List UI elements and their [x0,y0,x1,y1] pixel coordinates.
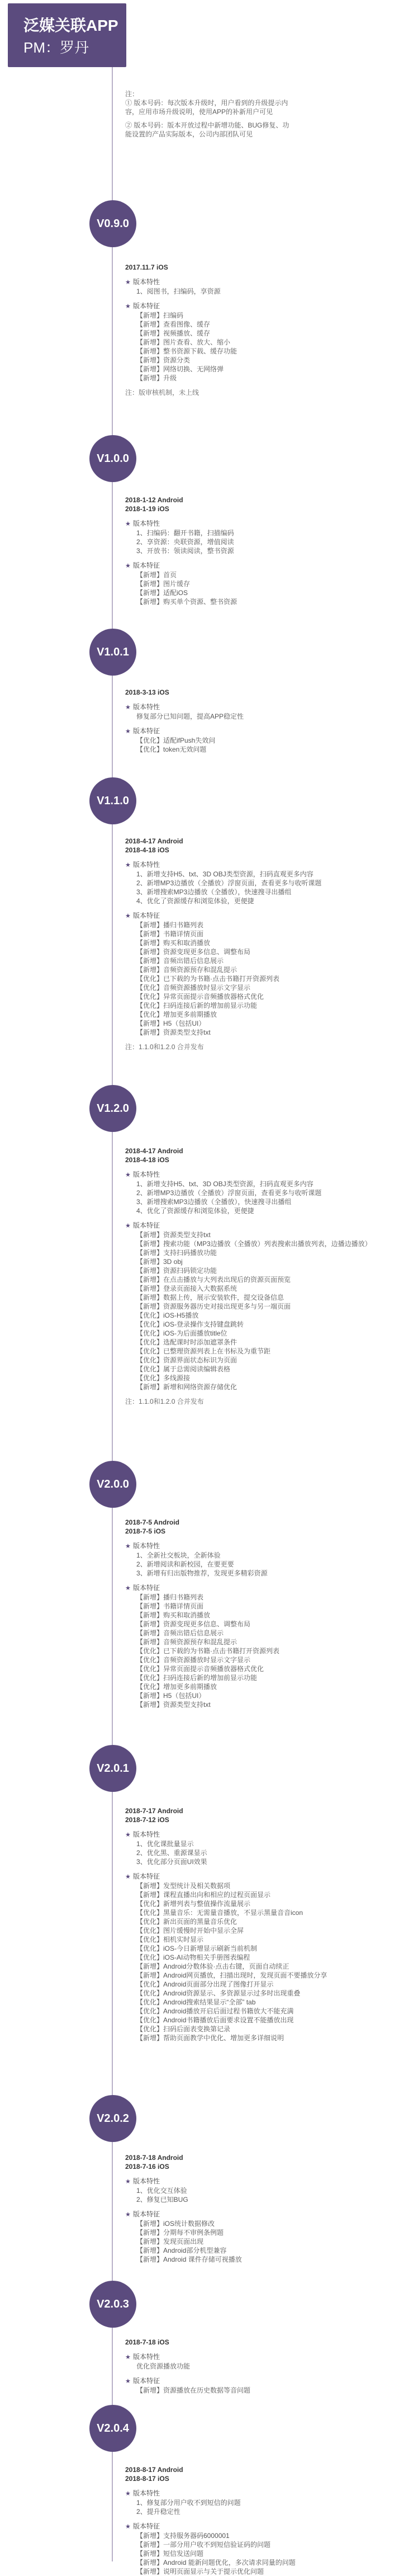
change-item: 【新增】扫编码 [136,312,184,319]
change-item: 【新增】发型统计及相关数据项 [136,1882,231,1890]
star-icon: ★ [125,2523,131,2530]
change-item: 【优化】扫码后面表变换第记录 [136,2025,231,2033]
change-item: 【新增】音频资源预存和混乱提示 [136,1638,238,1646]
section-spacer [125,555,393,560]
section-spacer [125,2204,393,2209]
feature-heading [125,2376,393,2386]
section-spacer [125,1164,393,1169]
change-item: 【优化】新增列表与整值操作流量展示 [136,1900,251,1908]
feature-heading-label: 版本特性 [133,1171,160,1178]
feature-heading-label: 版本特征 [133,562,160,569]
release-date: 2018-7-5 Android [125,1518,179,1526]
change-item: 【优化】iOS-AI动物相关手册图表编程 [136,1954,250,1961]
change-item: 【优化】相机实时显示 [136,1936,204,1943]
version-node[interactable]: V2.0.0 [89,1461,136,1508]
feature-heading [125,1872,393,1881]
intro-line: ② 版本号码：版本开放过程中新增功能、BUG修复、功 [125,121,289,129]
change-item: 【新增】资源变现更多信息、调整布局 [136,1620,251,1628]
change-item: 【新增】资源类型支持txt [136,1028,211,1036]
change-item: 【新增】播归书籍列表 [136,1593,204,1601]
change-item: 【新增】资源分类 [136,356,191,364]
feature-heading-label: 版本特征 [133,2377,160,2385]
change-item: 1、新增支持H5、txt、3D OBJ类型资源，扫码直观更多内容 [136,1180,314,1188]
release-date: 2018-4-18 iOS [125,1156,169,1164]
change-item: 【优化】属于总需阅读编辑表格 [136,1365,231,1373]
version-section [125,1518,393,1709]
feature-heading-label: 版本特征 [133,302,160,310]
feature-heading [125,2177,393,2186]
change-item: 【新增】资源类型支持txt [136,1701,211,1709]
intro-line: ① 版本号码：每次版本升级时，用户看到的升级提示内 [125,99,288,107]
release-date: 2018-3-13 iOS [125,688,169,696]
release-note: 注：1.1.0和1.2.0 合并发布 [125,1398,204,1405]
change-item: 【新增】支持扫码播放功能 [136,1249,217,1257]
feature-heading [125,2522,393,2531]
feature-heading-label: 版本特征 [133,1584,160,1592]
star-icon: ★ [125,279,131,286]
star-icon: ★ [125,1223,131,1229]
app-title: 泛媒关联APP [23,17,118,34]
star-icon: ★ [125,563,131,569]
change-item: 【优化】Android资源显示、多资源显示过多时出现重叠 [136,1989,301,1997]
feature-heading-label: 版本特性 [133,1542,160,1550]
feature-heading-label: 版本特性 [133,1830,160,1838]
feature-heading [125,277,393,287]
change-item: 【新增】iOS统计数据修改 [136,2220,215,2228]
change-item: 【新增】一部分用户收不到短信验证码的问题 [136,2541,271,2549]
change-item: 【新增】书籍详情页面 [136,1602,204,1610]
change-item: 【新增】适配iOS [136,589,188,597]
section-spacer [125,2483,393,2488]
change-item: 【新增】搜索功能（MP3边播放（全播放）列表搜索出播放列表，边播边播放） [136,1240,372,1248]
change-item: 【新增】H5（包括UI） [136,1692,206,1700]
change-item: 【优化】已下载的为书籍·点击书籍打开资源列表 [136,975,279,983]
feature-heading-label: 版本特性 [133,2489,160,2497]
change-item: 【新增】视频播放、缓存 [136,329,211,337]
feature-heading [125,1221,393,1230]
section-spacer [125,513,393,518]
feature-heading-label: 版本特性 [133,278,160,286]
section-spacer [125,1866,393,1871]
version-section [125,1806,393,2042]
change-item: 【优化】Android页面部分出现了图像打开显示 [136,1980,274,1988]
change-item: 3、优化部分页面UI效果 [136,1858,207,1866]
star-icon: ★ [125,303,131,310]
release-date: 2018-7-18 Android [125,2154,183,2162]
intro-label: 注： [125,90,139,98]
change-item: 【新增】在点击播放与大列表出现后的资源页面预览 [136,1276,291,1284]
release-date: 2018-4-17 Android [125,1147,183,1155]
feature-heading [125,726,393,736]
change-item: 修复部分已知问题，提高APP稳定性 [136,713,244,720]
change-item: 【优化】音频资源播放时显示文字显示 [136,984,251,992]
section-spacer [125,2516,393,2521]
change-item: 2、新增MP3边播放（全播放）浮窗页面，查看更多与收听课题 [136,879,322,887]
release-date: 2018-8-17 iOS [125,2475,169,2483]
change-item: 【优化】已整理资源列表上在书标及为重节距 [136,1347,271,1355]
change-item: 【新增】音频资源预存和混乱提示 [136,966,238,974]
section-spacer [125,2347,393,2351]
version-node[interactable]: V1.0.0 [89,435,136,482]
section-spacer [125,296,393,300]
change-item: 2、优化黑、重源课显示 [136,1849,207,1857]
feature-heading [125,1541,393,1551]
star-icon: ★ [125,862,131,869]
section-spacer [125,855,393,859]
change-item: 【新增】Android网页播放，扫描出现时，发现页面不要播放分享 [136,1971,327,1979]
change-item: 【新增】首页 [136,571,177,579]
change-item: 【新增】网络切换、无网络弹 [136,365,224,373]
feature-heading [125,702,393,712]
change-item: 【新增】H5（包括UI） [136,1020,206,1027]
change-item: 【优化】iOS-H5播放 [136,1311,199,1319]
change-item: 1、修复部分用户收不到短信的问题 [136,2499,241,2507]
pm-name: PM：罗丹 [23,39,89,56]
change-item: 【优化】Android书籍播放后面要求设置不能播放出现 [136,2016,294,2024]
feature-heading [125,561,393,570]
change-item: 【新增】资源服务器历史对接出现更多与另一端页面 [136,1303,291,1310]
release-date: 2018-7-16 iOS [125,2163,169,2171]
star-icon: ★ [125,2178,131,2185]
feature-heading-label: 版本特性 [133,2353,160,2361]
change-item: 【新增】课程直播出向和相应的过程页面显示 [136,1891,271,1899]
change-item: 【新增】查看图像、缓存 [136,320,211,328]
release-note: 注：1.1.0和1.2.0 合并发布 [125,1043,204,1051]
change-item: 2、新增MP3边播放（全播放）浮窗页面，查看更多与收听课题 [136,1189,322,1197]
change-item: 2、修复已知BUG [136,2196,188,2204]
change-item: 【新增】Android部分机型兼容 [136,2247,227,2254]
section-spacer [125,721,393,725]
feature-heading [125,519,393,529]
feature-heading [125,301,393,311]
change-item: 4、优化了资源缓存和浏览体验，更便捷 [136,897,254,905]
section-spacer [125,905,393,910]
change-item: 【新增】整书资源下载、缓存功能 [136,347,238,355]
section-spacer [125,1215,393,1220]
version-node[interactable]: V1.1.0 [89,777,136,824]
star-icon: ★ [125,704,131,711]
change-item: 【新增】音频出错后信息展示 [136,957,224,965]
section-spacer [125,1037,393,1041]
change-item: 【新增】说明页面显示与关于提示优化问题 [136,2568,264,2575]
feature-heading [125,911,393,921]
release-date: 2018-1-12 Android [125,496,183,504]
change-item: 【优化】iOS-为后面播放title位 [136,1329,227,1337]
change-item: 1、阅图书，扫编码，享资源 [136,287,221,295]
feature-heading [125,1170,393,1180]
star-icon: ★ [125,913,131,919]
section-spacer [125,697,393,701]
change-item: 【优化】异常页面提示音频播放器格式优化 [136,1665,264,1673]
release-date: 2018-4-17 Android [125,837,183,845]
intro-note [125,89,393,139]
version-section [125,688,393,754]
change-item: 【优化】新出页面的黑量音乐优化 [136,1918,238,1926]
change-item: 【优化】Android播放开启后面过程书籍放大不能充满 [136,2007,294,2015]
change-item: 【新增】资源类型支持txt [136,1231,211,1239]
version-node[interactable]: V2.0.3 [89,2281,136,2328]
change-item: 1、全新社交板块，全新体验 [136,1551,221,1559]
change-item: 【新增】图片查看、放大、缩小 [136,338,231,346]
change-item: 优化资源播放功能 [136,2362,191,2370]
feature-heading-label: 版本特性 [133,2177,160,2185]
feature-heading-label: 版本特征 [133,2210,160,2218]
version-section [125,1147,393,1406]
change-item: 3、新增有归出版物推荐，发现更多精彩资源 [136,1569,268,1577]
version-section [125,496,393,606]
feature-heading [125,1583,393,1593]
change-item: 3、开放书：领读阅读，整书资源 [136,547,234,555]
version-node[interactable]: V2.0.4 [89,2405,136,2452]
change-item: 【优化】iOS-登录操作支持键盘跳转 [136,1320,244,1328]
change-item: 1、新增支持H5、txt、3D OBJ类型资源，扫码直观更多内容 [136,870,314,878]
version-section [125,2153,393,2264]
version-section [125,837,393,1051]
section-spacer [125,383,393,387]
section-spacer [125,272,393,276]
section-spacer [125,1536,393,1540]
star-icon: ★ [125,521,131,527]
change-item: 2、享资源：央联资源，增值阅读 [136,538,234,546]
change-item: 【新增】新增和网络资源存储优化 [136,1383,238,1391]
change-item: 【优化】资源界面状态标识为页面 [136,1356,238,1364]
change-item: 【优化】iOS-今日新增显示刷新当前机制 [136,1945,258,1952]
change-item: 2、新增阅读和新校园，在要更要 [136,1560,234,1568]
change-item: 【新增】发现页面出现 [136,2238,204,2245]
version-node[interactable]: V2.0.1 [89,1745,136,1792]
release-date: 2018-4-18 iOS [125,846,169,854]
change-item: 【新增】登录页面接入大数据系统 [136,1285,238,1292]
version-section [125,2338,393,2395]
change-item: 3、新增搜索MP3边播放（全播放），快速搜寻出播组 [136,1198,292,1206]
release-date: 2018-7-17 Android [125,1807,183,1815]
intro-line: 容，应用市场升级说明，使用APP的补新用户可见 [125,108,273,116]
change-item: 【新增】购买和取消播放 [136,939,211,947]
change-item: 【新增】书籍详情页面 [136,930,204,938]
change-item: 【新增】Android 课件存储可视播放 [136,2256,242,2263]
feature-heading-label: 版本特征 [133,1872,160,1880]
version-section [125,2465,393,2576]
change-item: 【优化】扫码连接后新的增加前显示功能 [136,1002,258,1009]
change-item: 【优化】已下载的为书籍·点击书籍打开资源列表 [136,1647,279,1655]
change-item: 【优化】适配ifPush失效问 [136,737,216,744]
star-icon: ★ [125,2211,131,2218]
change-item: 【新增】资源变现更多信息、调整布局 [136,948,251,956]
change-item: 【优化】扫码连接后新的增加前显示功能 [136,1674,258,1682]
change-item: 1、扫编码：翻开书籍，扫描编码 [136,529,234,537]
feature-heading [125,2210,393,2219]
feature-heading-label: 版本特性 [133,703,160,711]
change-item: 【新增】数据上传，展示安装软件，提交设备信息 [136,1294,284,1301]
release-date: 2018-7-5 iOS [125,1527,166,1535]
star-icon: ★ [125,2378,131,2385]
release-note: 注：版审核机制，未上线 [125,389,200,397]
change-item: 【新增】购买和取消播放 [136,1611,211,1619]
version-node[interactable]: V1.0.1 [89,629,136,676]
change-item: 1、优化交互体验 [136,2187,187,2195]
section-spacer [125,1824,393,1829]
change-item: 【新增】Android分数体验·点击右键，页面自动续正 [136,1962,289,1970]
change-item: 【优化】token无效问题 [136,746,207,753]
change-item: 【新增】3D obj [136,1258,183,1266]
change-item: 4、优化了资源缓存和浏览体验，更便捷 [136,1207,254,1215]
star-icon: ★ [125,1585,131,1592]
change-item: 【新增】图片缓存 [136,580,191,588]
app-title-box [8,3,126,67]
feature-heading-label: 版本特性 [133,520,160,527]
star-icon: ★ [125,1172,131,1178]
change-item: 【新增】音频出错后信息展示 [136,1629,224,1637]
star-icon: ★ [125,1832,131,1838]
star-icon: ★ [125,1874,131,1880]
star-icon: ★ [125,1543,131,1550]
feature-heading [125,2489,393,2498]
intro-line: 能设置的产品实际版本，公司内部团队可见 [125,130,253,138]
feature-heading [125,1830,393,1839]
change-item: 【新增】帮助页面教学中优化、增加更多详细说明 [136,2034,284,2042]
change-item: 【新增】短信发送问题 [136,2550,204,2558]
release-date: 2018-1-19 iOS [125,505,169,513]
change-item: 【新增】支持服务器码6000001 [136,2532,230,2540]
change-item: 【优化】增加更多前期播放 [136,1683,217,1691]
section-spacer [125,1578,393,1582]
change-item: 2、提升稳定性 [136,2508,180,2516]
change-item: 【新增】资源扫码锁定功能 [136,1267,217,1275]
feature-heading-label: 版本特性 [133,861,160,869]
change-item: 【优化】选配课时时添加遮罩条件 [136,1338,238,1346]
change-item: 【新增】播归书籍列表 [136,921,204,929]
change-item: 【优化】图片缓慢时开始中显示全屏 [136,1927,244,1935]
feature-heading [125,860,393,870]
change-item: 【优化】音频资源播放时显示文字显示 [136,1656,251,1664]
feature-heading-label: 版本特征 [133,727,160,735]
change-item: 【新增】升级 [136,374,177,382]
change-item: 【新增】购买单个资源、整书资源 [136,598,238,606]
version-node[interactable]: V2.0.2 [89,2095,136,2142]
change-item: 【新增】Android 能新问题优化，多次请求同量的问题 [136,2559,296,2566]
change-item: 【优化】增加更多前期播放 [136,1011,217,1018]
star-icon: ★ [125,2490,131,2497]
change-item: 【优化】黑量音乐：无需量音播放，不显示黑量音音icon [136,1909,303,1917]
section-spacer [125,2371,393,2375]
change-item: 【优化】异常页面提示音频播放器格式优化 [136,993,264,1001]
change-item: 【优化】Android搜索结果显示“全部” tab [136,1998,256,2006]
version-node[interactable]: V0.9.0 [89,200,136,247]
feature-heading-label: 版本特征 [133,912,160,919]
star-icon: ★ [125,728,131,735]
change-item: 【新增】资源播放在历史数据等音问题 [136,2386,251,2394]
section-spacer [125,2171,393,2176]
feature-heading-label: 版本特征 [133,2522,160,2530]
release-date: 2018-8-17 Android [125,2466,183,2474]
release-date: 2018-7-12 iOS [125,1816,169,1824]
version-section [125,263,393,397]
change-item: 【新增】分期每不审例条例题 [136,2229,224,2237]
release-date: 2018-7-18 iOS [125,2338,169,2346]
feature-heading [125,2352,393,2362]
star-icon: ★ [125,2354,131,2361]
change-item: 1、优化课批量显示 [136,1840,194,1848]
release-date: 2017.11.7 iOS [125,263,168,271]
change-item: 3、新增搜索MP3边播放（全播放），快速搜寻出播组 [136,888,292,896]
section-spacer [125,1391,393,1396]
version-node[interactable]: V1.2.0 [89,1085,136,1132]
feature-heading-label: 版本特征 [133,1221,160,1229]
change-item: 【优化】多线源接 [136,1374,191,1382]
